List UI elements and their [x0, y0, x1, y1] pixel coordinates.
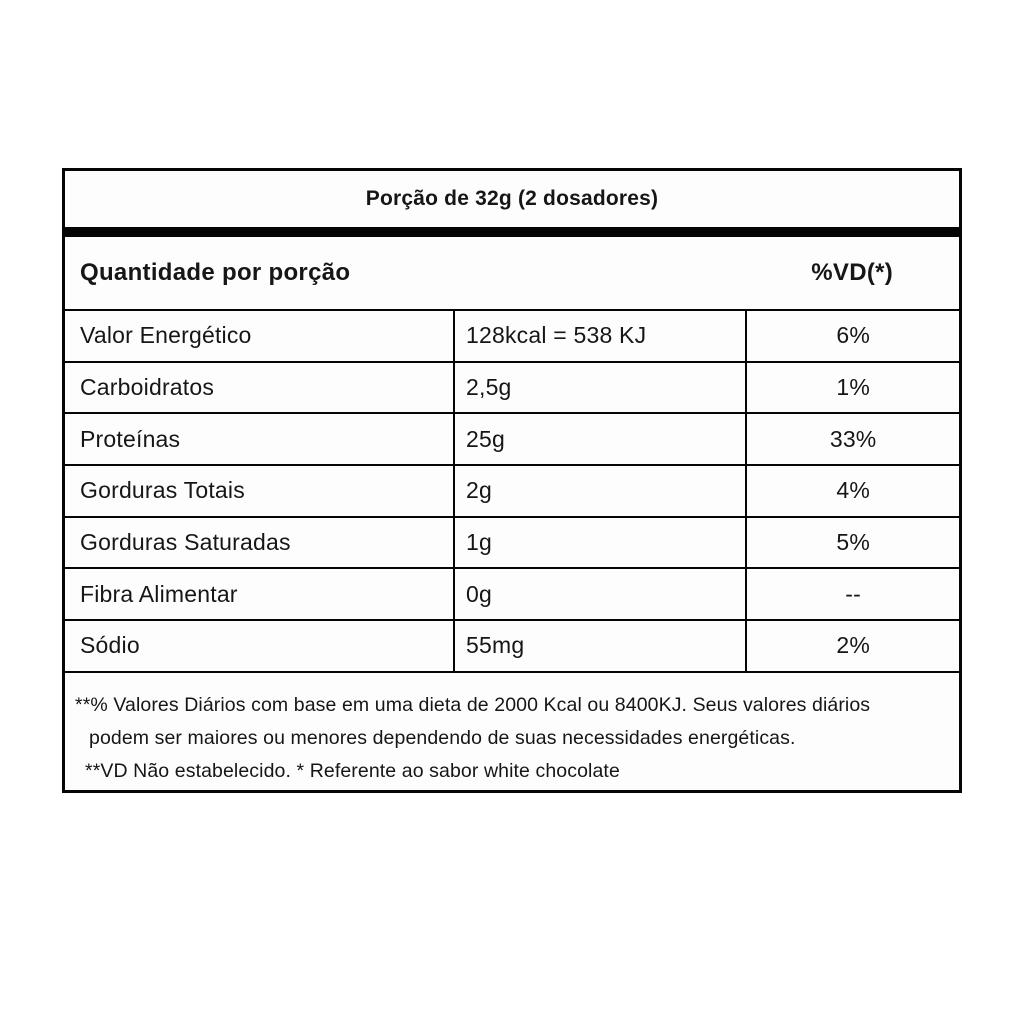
- thick-divider-bar: [65, 227, 959, 237]
- table-row-proteinas: [65, 412, 959, 464]
- nutrient-daily-value: 1%: [745, 363, 959, 413]
- quantity-per-serving-header: Quantidade por porção: [80, 259, 351, 286]
- footnote-vd-not-established: **VD Não estabelecido. * Referente ao sabor white chocolate: [85, 759, 620, 782]
- nutrient-name: Gorduras Saturadas: [80, 529, 291, 556]
- daily-value-header: %VD(*): [811, 259, 894, 286]
- table-row-fibra-alimentar: [65, 567, 959, 619]
- nutrient-amount: 2g: [453, 466, 745, 516]
- nutrient-amount: 2,5g: [453, 363, 745, 413]
- nutrient-amount: 1g: [453, 518, 745, 568]
- nutrient-amount: 0g: [453, 569, 745, 619]
- nutrient-amount: 128kcal = 538 KJ: [453, 311, 745, 361]
- serving-size-title: Porção de 32g (2 dosadores): [365, 187, 659, 210]
- nutrient-daily-value: 2%: [745, 621, 959, 671]
- nutrient-daily-value: 6%: [745, 311, 959, 361]
- nutrient-name: Sódio: [80, 632, 140, 659]
- nutrient-daily-value: 33%: [745, 414, 959, 464]
- footnotes-section: [65, 671, 959, 790]
- table-row-sodio: [65, 619, 959, 671]
- nutrient-amount: 55mg: [453, 621, 745, 671]
- table-row-gorduras-totais: [65, 464, 959, 516]
- table-header-row: [65, 237, 959, 309]
- footnote-daily-values-line1: **% Valores Diários com base em uma dieta de 2000 Kcal ou 8400KJ. Seus valores diários: [75, 693, 871, 716]
- table-row-carboidratos: [65, 361, 959, 413]
- nutrient-name: Fibra Alimentar: [80, 580, 238, 607]
- nutrient-amount: 25g: [453, 414, 745, 464]
- footnote-daily-values-line2: podem ser maiores ou menores dependendo de suas necessidades energéticas.: [89, 726, 796, 749]
- nutrition-facts-table: [62, 168, 962, 793]
- nutrient-daily-value: --: [745, 569, 959, 619]
- table-row-valor-energetico: [65, 309, 959, 361]
- nutrient-name: Proteínas: [80, 425, 181, 452]
- nutrient-daily-value: 4%: [745, 466, 959, 516]
- nutrient-name: Valor Energético: [80, 322, 252, 349]
- serving-size-row: [65, 171, 959, 227]
- table-row-gorduras-saturadas: [65, 516, 959, 568]
- nutrient-name: Carboidratos: [80, 374, 215, 401]
- nutrient-daily-value: 5%: [745, 518, 959, 568]
- nutrient-name: Gorduras Totais: [80, 477, 245, 504]
